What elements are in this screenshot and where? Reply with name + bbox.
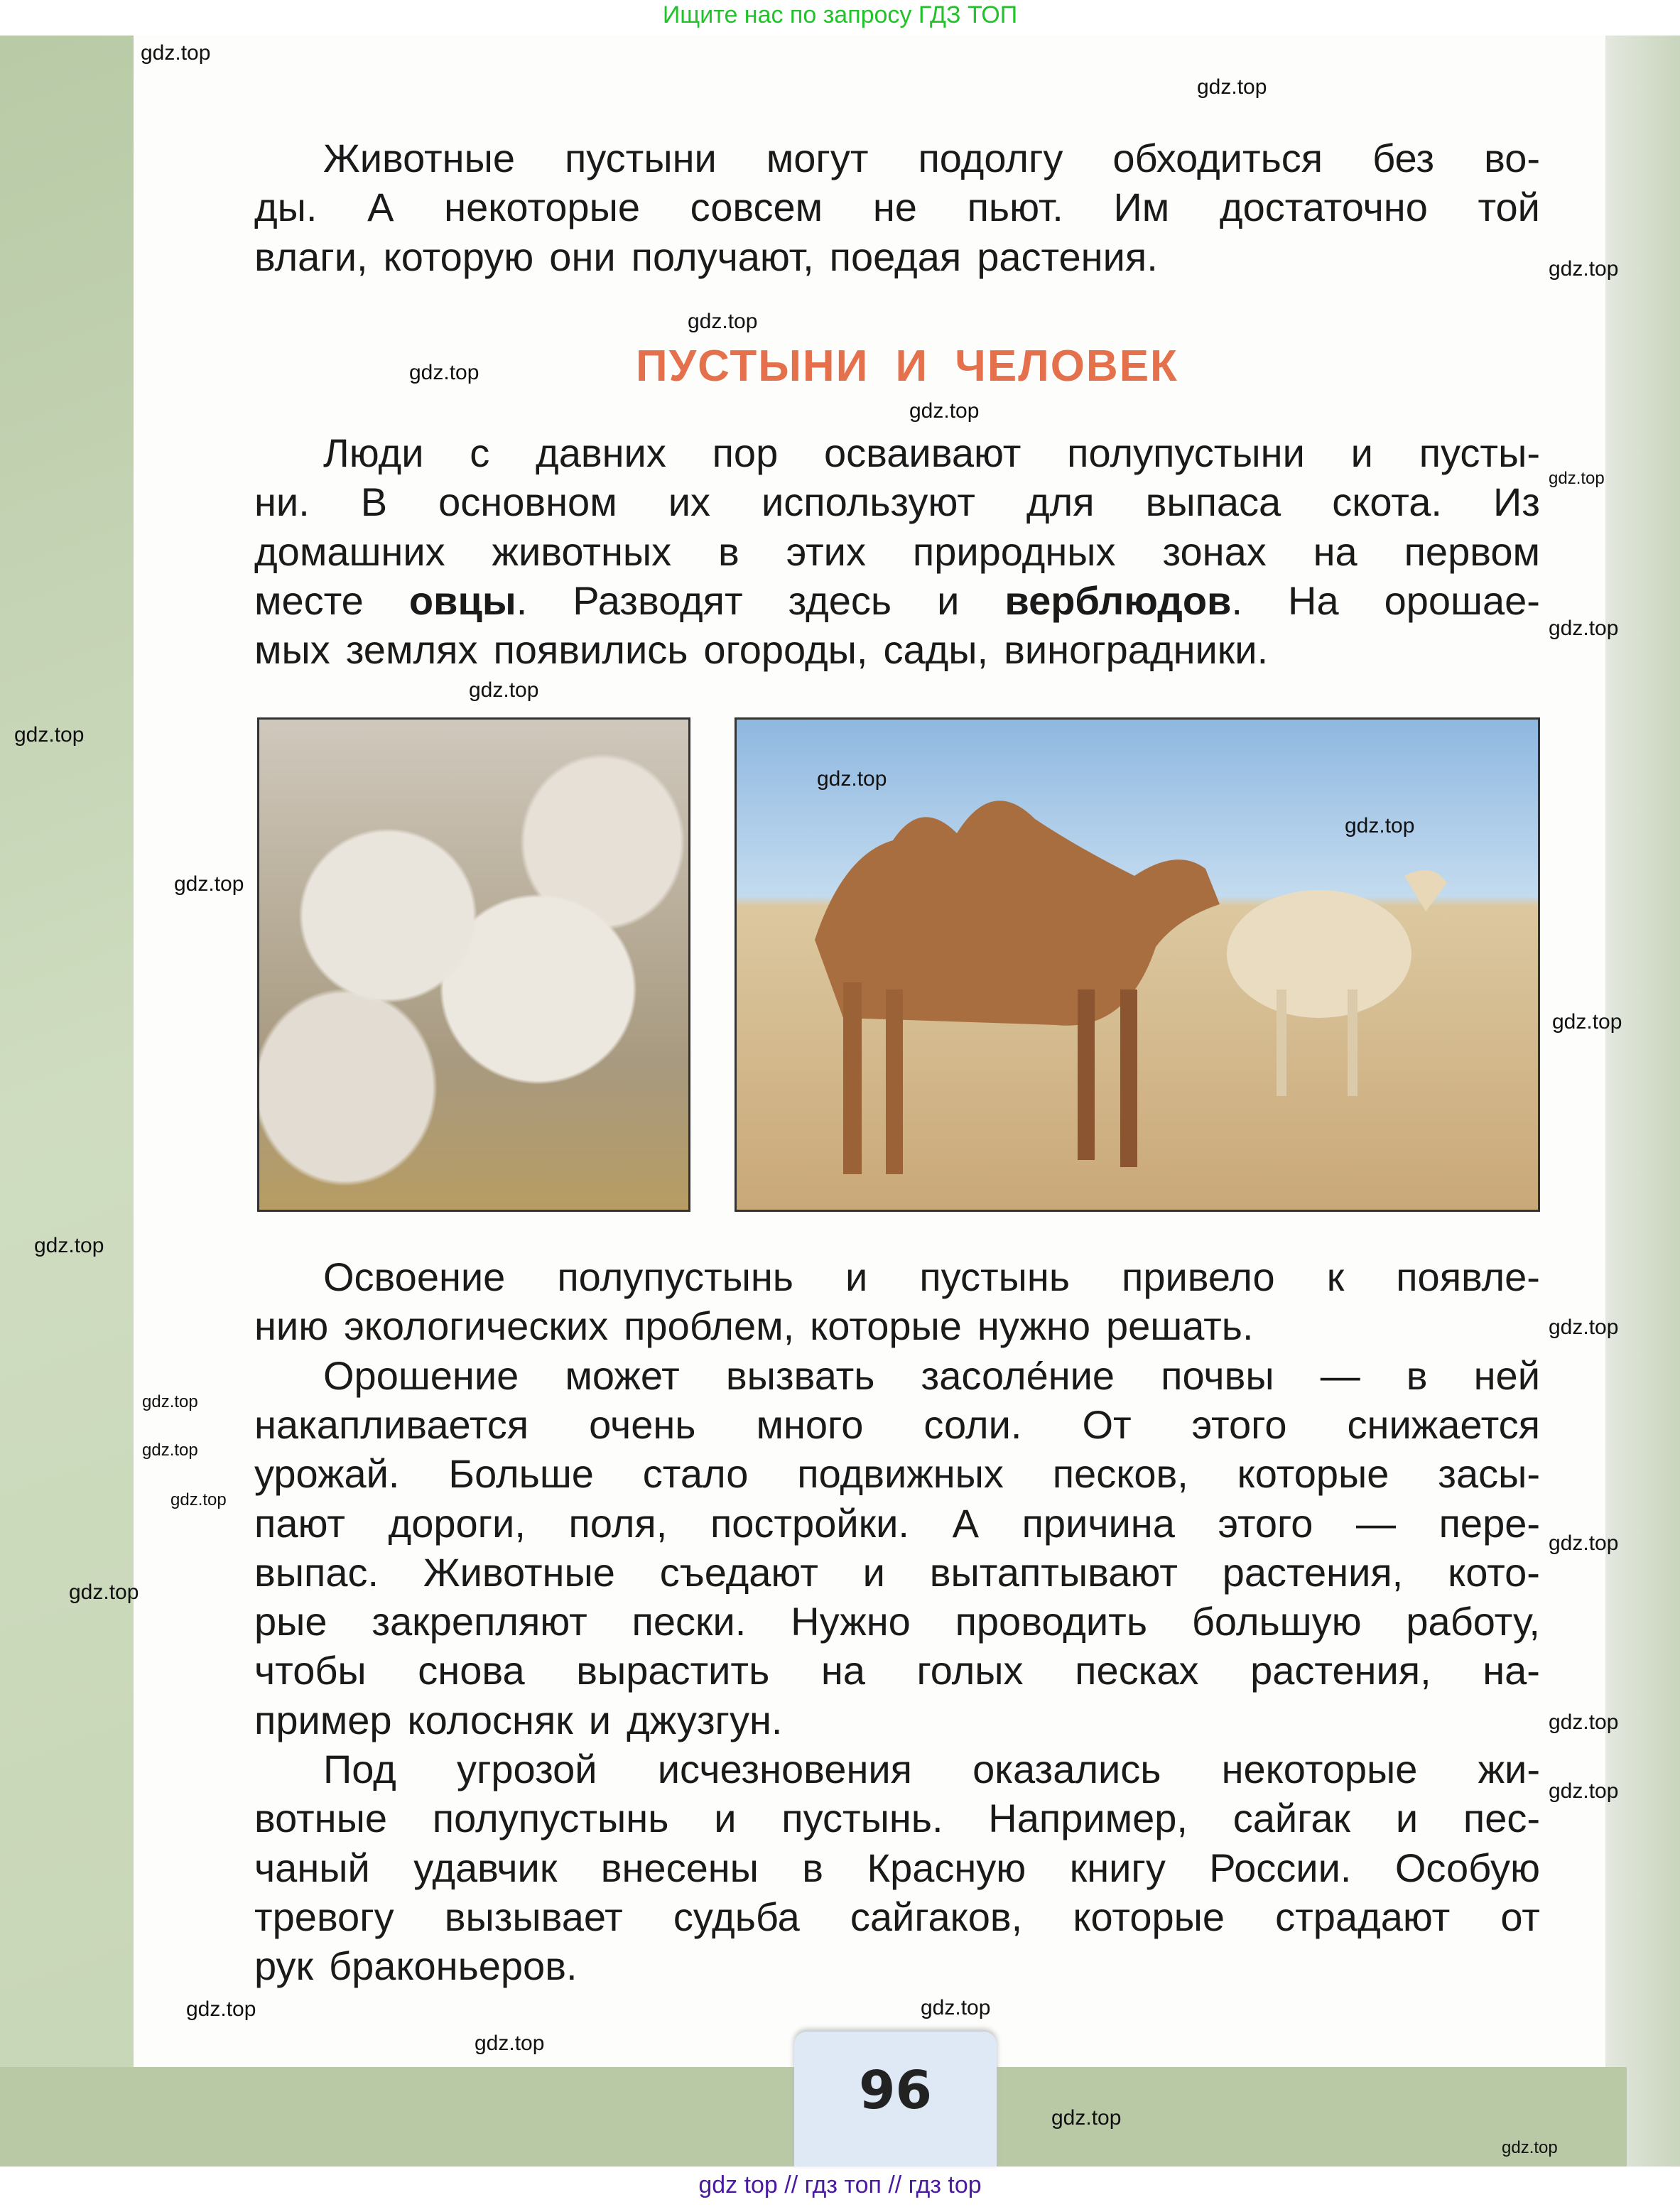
word: оказались bbox=[972, 1747, 1161, 1791]
word: жи- bbox=[1478, 1747, 1540, 1791]
word: тревогу bbox=[254, 1894, 394, 1939]
word: сады, bbox=[883, 627, 989, 673]
watermark: gdz.top bbox=[1549, 1316, 1619, 1339]
word: пустынь bbox=[919, 1254, 1071, 1299]
word: ды. bbox=[254, 185, 318, 230]
word: пески. bbox=[632, 1599, 747, 1644]
text-line bbox=[323, 1745, 1540, 1794]
word: вызывает bbox=[444, 1894, 623, 1939]
word: на- bbox=[1483, 1648, 1540, 1693]
word: привело bbox=[1122, 1254, 1275, 1299]
word: России. bbox=[1209, 1845, 1352, 1890]
word: к bbox=[1326, 1254, 1345, 1299]
word: джузгун. bbox=[627, 1697, 783, 1742]
word: в bbox=[718, 528, 739, 574]
word: Освоение bbox=[323, 1254, 506, 1299]
watermark: gdz.top bbox=[141, 41, 211, 65]
word: стало bbox=[642, 1451, 749, 1497]
word: подолгу bbox=[918, 136, 1063, 180]
word: внесены bbox=[600, 1845, 759, 1890]
watermark: gdz.top bbox=[909, 399, 980, 423]
word: проводить bbox=[955, 1599, 1148, 1644]
word: без bbox=[1372, 136, 1435, 180]
word: Больше bbox=[448, 1451, 594, 1497]
word: и bbox=[862, 1549, 885, 1595]
word: этого bbox=[1191, 1401, 1287, 1447]
text-line bbox=[254, 1646, 1540, 1695]
word: снова bbox=[418, 1648, 525, 1693]
word: пример bbox=[254, 1697, 392, 1742]
word: причина bbox=[1021, 1500, 1175, 1546]
word: влаги, bbox=[254, 234, 368, 279]
word: используют bbox=[762, 479, 975, 525]
word: решать. bbox=[1106, 1303, 1254, 1349]
page-edge bbox=[1605, 36, 1680, 2167]
word: проблем, bbox=[624, 1303, 795, 1349]
text-line bbox=[323, 134, 1540, 183]
word: голых bbox=[916, 1648, 1024, 1693]
watermark: gdz.top bbox=[170, 1490, 227, 1509]
watermark: gdz.top bbox=[1549, 469, 1605, 488]
word: основном bbox=[438, 479, 617, 525]
text-line bbox=[254, 527, 1540, 576]
word: в bbox=[1406, 1352, 1428, 1398]
text-line bbox=[254, 1794, 1540, 1843]
word: много bbox=[756, 1401, 864, 1447]
word: рые bbox=[254, 1599, 327, 1644]
word: месте bbox=[254, 577, 364, 623]
word: Разводят bbox=[573, 577, 743, 623]
word: полупустынь bbox=[432, 1796, 669, 1841]
word: засоле́ние bbox=[921, 1352, 1115, 1398]
word: накапливается bbox=[254, 1401, 529, 1447]
text-line bbox=[254, 1941, 1540, 1990]
word: кото- bbox=[1448, 1549, 1540, 1595]
word: пор bbox=[712, 430, 779, 475]
watermark: gdz.top bbox=[1549, 1779, 1619, 1803]
word: этого bbox=[1218, 1500, 1313, 1546]
word: поедая bbox=[829, 234, 962, 279]
word: получают, bbox=[631, 234, 814, 279]
word: дороги, bbox=[388, 1500, 526, 1546]
watermark: gdz.top bbox=[142, 1392, 198, 1411]
watermark: gdz.top bbox=[1549, 1710, 1619, 1734]
watermark: gdz.top bbox=[817, 767, 887, 791]
word: пьют. bbox=[967, 185, 1063, 230]
word: Орошение bbox=[323, 1352, 519, 1398]
word: пустыни bbox=[564, 136, 717, 180]
word: их bbox=[668, 479, 710, 525]
watermark: gdz.top bbox=[1549, 617, 1619, 640]
text-line bbox=[323, 428, 1540, 477]
word: подвижных bbox=[797, 1451, 1004, 1497]
word: Животные bbox=[323, 136, 515, 180]
word: на bbox=[1313, 528, 1357, 574]
watermark: gdz.top bbox=[1502, 2138, 1558, 2157]
word: для bbox=[1026, 479, 1095, 525]
word: Из bbox=[1493, 479, 1540, 525]
word: — bbox=[1320, 1352, 1360, 1398]
word: этих bbox=[786, 528, 866, 574]
word: землях bbox=[345, 627, 478, 673]
word: книгу bbox=[1069, 1845, 1166, 1890]
word: появились bbox=[493, 627, 688, 673]
word: Красную bbox=[867, 1845, 1026, 1890]
word: и bbox=[845, 1254, 868, 1299]
watermark: gdz.top bbox=[921, 1996, 991, 2019]
word: скота. bbox=[1332, 479, 1442, 525]
word: чаный bbox=[254, 1845, 370, 1890]
word: пают bbox=[254, 1500, 345, 1546]
word: может bbox=[565, 1352, 680, 1398]
watermark: gdz.top bbox=[14, 723, 85, 747]
text-line bbox=[323, 1252, 1540, 1301]
word: пере- bbox=[1438, 1500, 1540, 1546]
watermark: gdz.top bbox=[469, 678, 539, 702]
watermark: gdz.top bbox=[409, 361, 479, 384]
word: пусты- bbox=[1419, 430, 1540, 475]
text-line bbox=[254, 625, 1540, 674]
text-line bbox=[254, 1696, 1540, 1745]
word: полупустыни bbox=[1067, 430, 1305, 475]
word: удавчик bbox=[413, 1845, 558, 1890]
word: работу, bbox=[1406, 1599, 1540, 1644]
word: вытаптывают bbox=[929, 1549, 1178, 1595]
word: засы- bbox=[1438, 1451, 1540, 1497]
word: поля, bbox=[568, 1500, 668, 1546]
word: пес- bbox=[1463, 1796, 1540, 1841]
word: А bbox=[367, 185, 394, 230]
word: и bbox=[1395, 1796, 1419, 1841]
word: от bbox=[1500, 1894, 1540, 1939]
word: рук bbox=[254, 1943, 314, 1989]
word: совсем bbox=[690, 185, 823, 230]
word: той bbox=[1478, 185, 1540, 230]
word: зонах bbox=[1162, 528, 1267, 574]
word: появле- bbox=[1396, 1254, 1540, 1299]
word: растения. bbox=[977, 234, 1158, 279]
word: угрозой bbox=[456, 1747, 597, 1791]
watermark: gdz.top bbox=[1552, 1010, 1622, 1034]
section-heading: ПУСТЫНИ И ЧЕЛОВЕК bbox=[636, 342, 1178, 391]
word: песков, bbox=[1052, 1451, 1188, 1497]
word: орошае- bbox=[1384, 577, 1540, 623]
word: могут bbox=[766, 136, 869, 180]
text-line bbox=[254, 477, 1540, 526]
word: осваивают bbox=[824, 430, 1021, 475]
word: очень bbox=[589, 1401, 696, 1447]
bold-word: верблюдов. bbox=[1004, 577, 1243, 623]
word: растения, bbox=[1222, 1549, 1404, 1595]
footer-links[interactable]: gdz top // гдз топ // гдз top bbox=[698, 2171, 982, 2198]
word: не bbox=[872, 185, 917, 230]
word: первом bbox=[1404, 528, 1540, 574]
word: обходиться bbox=[1112, 136, 1323, 180]
text-line bbox=[254, 1597, 1540, 1646]
word: сайгаков, bbox=[850, 1894, 1023, 1939]
word: браконьеров. bbox=[329, 1943, 578, 1989]
word: нужно bbox=[977, 1303, 1090, 1349]
text-line bbox=[254, 183, 1540, 232]
word: исчезновения bbox=[657, 1747, 912, 1791]
word: Например, bbox=[988, 1796, 1188, 1841]
word: снижается bbox=[1347, 1401, 1540, 1447]
text-line bbox=[254, 1843, 1540, 1892]
word: на bbox=[820, 1648, 865, 1693]
word: песках bbox=[1075, 1648, 1199, 1693]
sheep-photo bbox=[257, 717, 690, 1212]
text-line bbox=[254, 1400, 1540, 1449]
watermark: gdz.top bbox=[142, 1441, 198, 1460]
word: урожай. bbox=[254, 1451, 400, 1497]
word: На bbox=[1288, 577, 1339, 623]
word: Под bbox=[323, 1747, 396, 1791]
word: страдают bbox=[1275, 1894, 1451, 1939]
text-line bbox=[254, 1892, 1540, 1941]
word: — bbox=[1355, 1500, 1396, 1546]
word: во- bbox=[1484, 136, 1540, 180]
word: Животные bbox=[423, 1549, 615, 1595]
word: В bbox=[360, 479, 388, 525]
word: и bbox=[588, 1697, 612, 1742]
word: животных bbox=[492, 528, 672, 574]
text-line bbox=[254, 1301, 1540, 1350]
word: вырастить bbox=[576, 1648, 770, 1693]
word: постройки. bbox=[710, 1500, 909, 1546]
word: большую bbox=[1191, 1599, 1362, 1644]
word: чтобы bbox=[254, 1648, 367, 1693]
word: А bbox=[952, 1500, 979, 1546]
word: домашних bbox=[254, 528, 445, 574]
word: вызвать bbox=[725, 1352, 875, 1398]
text-line bbox=[254, 1449, 1540, 1498]
word: некоторые bbox=[444, 185, 640, 230]
word: природных bbox=[912, 528, 1116, 574]
word: которую bbox=[383, 234, 534, 279]
word: виноградники. bbox=[1004, 627, 1269, 673]
word: которые bbox=[1073, 1894, 1225, 1939]
word: закрепляют bbox=[372, 1599, 587, 1644]
word: которые bbox=[810, 1303, 962, 1349]
word: От bbox=[1082, 1401, 1132, 1447]
word: мых bbox=[254, 627, 330, 673]
watermark: gdz.top bbox=[688, 310, 758, 333]
word: полупустынь bbox=[557, 1254, 793, 1299]
watermark: gdz.top bbox=[186, 1997, 256, 2021]
camels-photo bbox=[735, 717, 1540, 1212]
word: и bbox=[1350, 430, 1373, 475]
word: ни. bbox=[254, 479, 310, 525]
word: ней bbox=[1473, 1352, 1540, 1398]
page-number: 96 bbox=[859, 2060, 932, 2121]
word: в bbox=[802, 1845, 824, 1890]
word: огороды, bbox=[703, 627, 868, 673]
watermark: gdz.top bbox=[1549, 1531, 1619, 1555]
word: экологических bbox=[344, 1303, 609, 1349]
word: нию bbox=[254, 1303, 329, 1349]
word: и bbox=[937, 577, 960, 623]
page-number-tab bbox=[794, 2032, 997, 2167]
text-line bbox=[254, 1548, 1540, 1597]
word: Люди bbox=[323, 430, 424, 475]
word: почвы bbox=[1161, 1352, 1274, 1398]
word: они bbox=[549, 234, 616, 279]
word: выпаса bbox=[1145, 479, 1281, 525]
word: достаточно bbox=[1219, 185, 1428, 230]
watermark: gdz.top bbox=[69, 1580, 139, 1604]
word: растения, bbox=[1250, 1648, 1431, 1693]
watermark: gdz.top bbox=[34, 1234, 104, 1257]
watermark: gdz.top bbox=[1549, 257, 1619, 281]
word: соли. bbox=[923, 1401, 1022, 1447]
word: судьба bbox=[673, 1894, 800, 1939]
word: и bbox=[714, 1796, 737, 1841]
word: с bbox=[470, 430, 490, 475]
word: здесь bbox=[788, 577, 892, 623]
word: пустынь. bbox=[781, 1796, 943, 1841]
word: съедают bbox=[659, 1549, 818, 1595]
word: которые bbox=[1237, 1451, 1389, 1497]
watermark: gdz.top bbox=[1197, 75, 1267, 99]
word: выпас. bbox=[254, 1549, 379, 1595]
bold-word: овцы. bbox=[408, 577, 528, 623]
word: вотные bbox=[254, 1796, 388, 1841]
watermark: gdz.top bbox=[1345, 814, 1415, 837]
word: Им bbox=[1113, 185, 1170, 230]
text-line bbox=[254, 232, 1540, 281]
watermark: gdz.top bbox=[475, 2032, 545, 2055]
word: Нужно bbox=[791, 1599, 911, 1644]
word: давних bbox=[536, 430, 666, 475]
text-line bbox=[254, 576, 1540, 625]
text-line bbox=[323, 1351, 1540, 1400]
word: Особую bbox=[1394, 1845, 1540, 1890]
watermark: gdz.top bbox=[174, 872, 244, 896]
word: сайгак bbox=[1232, 1796, 1351, 1841]
word: некоторые bbox=[1221, 1747, 1418, 1791]
text-line bbox=[254, 1499, 1540, 1548]
word: колосняк bbox=[407, 1697, 573, 1742]
watermark: gdz.top bbox=[1051, 2106, 1122, 2130]
top-banner[interactable]: Ищите нас по запросу ГДЗ ТОП bbox=[662, 1, 1018, 28]
